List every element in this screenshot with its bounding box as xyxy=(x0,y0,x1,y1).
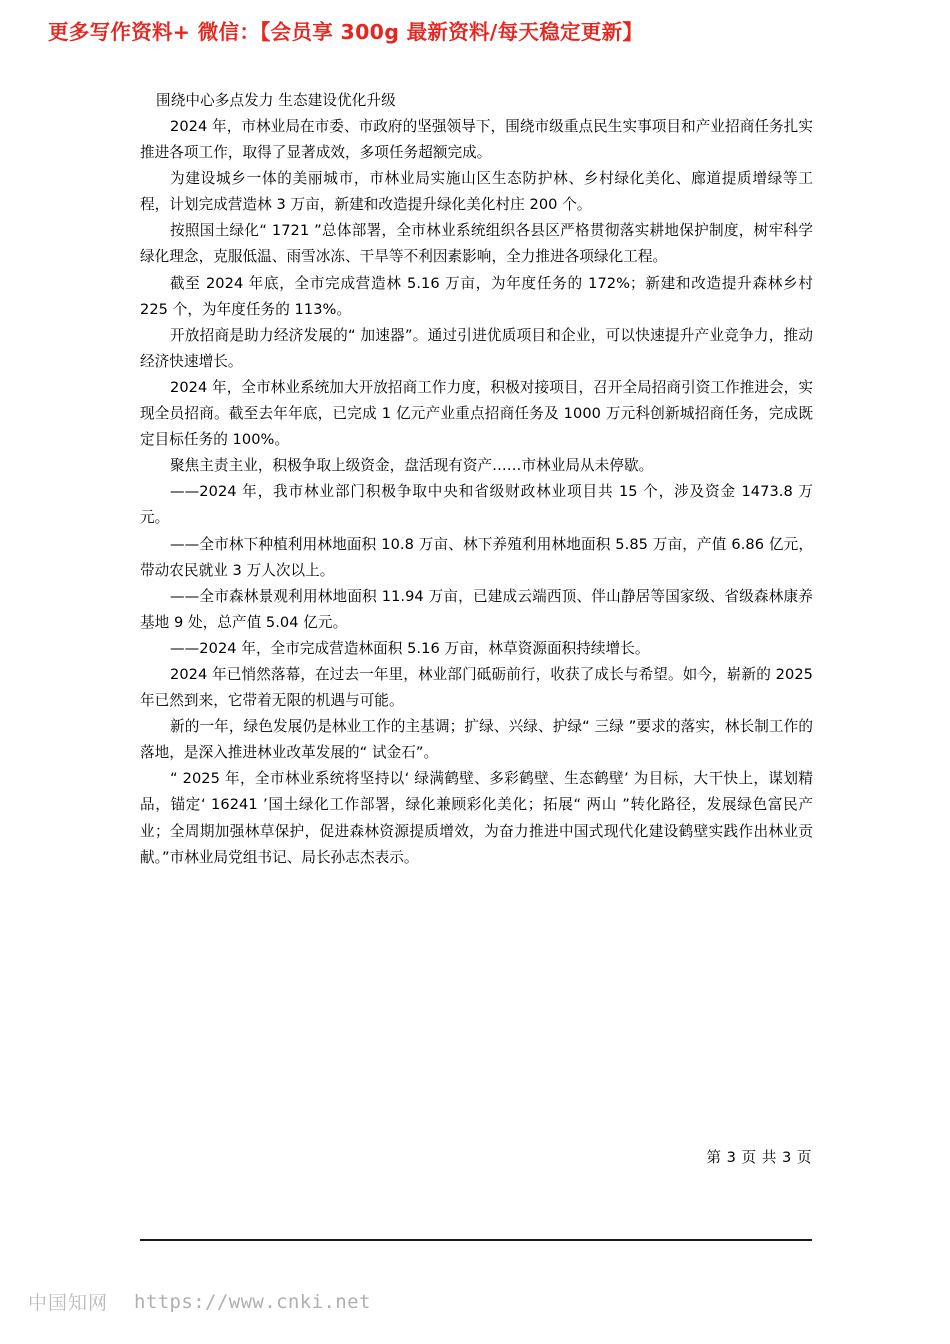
paragraph: 2024 年已悄然落幕，在过去一年里，林业部门砥砺前行，收获了成长与希望。如今，崭新的 2025 年已然到来，它带着无限的机遇与可能。 xyxy=(140,665,813,710)
document-content xyxy=(140,88,813,871)
cnki-url: https://www.cnki.net xyxy=(134,1290,371,1313)
paragraph: 新的一年，绿色发展仍是林业工作的主基调；扩绿、兴绿、护绿“ 三绿 ”要求的落实，林长制工作的落地，是深入推进林业改革发展的“ 试金石”。 xyxy=(140,718,813,762)
document-title: 围绕中心多点发力 生态建设优化升级 xyxy=(156,92,396,109)
paragraph: 聚焦主责主业，积极争取上级资金，盘活现有资产……市林业局从未停歇。 xyxy=(170,457,654,475)
paragraph-dash-item: ——2024 年，全市完成营造林面积 5.16 万亩，林草资源面积持续增长。 xyxy=(170,639,650,657)
paragraph-dash-item: ——2024 年，我市林业部门积极争取中央和省级财政林业项目共 15 个，涉及资金 1473.8 万元。 xyxy=(140,483,813,527)
promo-banner-text: 更多写作资料+ 微信：【会员享 300g 最新资料/每天稳定更新】 xyxy=(48,20,644,44)
cnki-site-name: 中国知网 xyxy=(28,1292,109,1314)
paragraph-dash-item: ——全市林下种植利用林地面积 10.8 万亩、林下养殖利用林地面积 5.85 万亩，产值 6.86 亿元，带动农民就业 3 万人次以上。 xyxy=(140,535,813,579)
paragraph: 开放招商是助力经济发展的“ 加速器”。通过引进优质项目和企业，可以快速提升产业竞争力，推动经济快速增长。 xyxy=(140,326,813,370)
promo-banner xyxy=(48,12,908,48)
page-number: 第 3 页 共 3 页 xyxy=(706,1149,812,1166)
paragraph: 为建设城乡一体的美丽城市，市林业局实施山区生态防护林、乡村绿化美化、廊道提质增绿等工程，计划完成营造林 3 万亩，新建和改造提升绿化美化村庄 200 个。 xyxy=(140,170,813,214)
paragraph: 2024 年，全市林业系统加大开放招商工作力度，积极对接项目，召开全局招商引资工作推进会，实现全员招商。截至去年年底，已完成 1 亿元产业重点招商任务及 1000 万元科创新城招商任务，完成既定目标任务的 100%。 xyxy=(140,378,813,449)
paragraph-quote: “ 2025 年，全市林业系统将坚持以‘ 绿满鹤壁、多彩鹤壁、生态鹤壁’ 为目标，大干快上，谋划精品，锚定‘ 16241 ’国土绿化工作部署，绿化兼顾彩化美化；拓展“ 两山 ”转化路径，发展绿色富民产业；全周期加强林草保护，促进森林资源提质增效，为奋力推进中国式现代化建设鹤壁实践作出林业贡献。”市林业局党组书记、局长孙志杰表示。 xyxy=(140,770,813,866)
cnki-watermark xyxy=(28,1288,371,1315)
paragraph: 2024 年，市林业局在市委、市政府的坚强领导下，围绕市级重点民生实事项目和产业招商任务扎实推进各项工作，取得了显著成效，多项任务超额完成。 xyxy=(140,118,813,162)
paragraph: 按照国土绿化“ 1721 ”总体部署，全市林业系统组织各县区严格贯彻落实耕地保护制度，树牢科学绿化理念，克服低温、雨雪冰冻、干旱等不利因素影响，全力推进各项绿化工程。 xyxy=(140,222,813,266)
paragraph: 截至 2024 年底，全市完成营造林 5.16 万亩，为年度任务的 172%；新建和改造提升森林乡村 225 个，为年度任务的 113%。 xyxy=(140,274,813,318)
footer-divider xyxy=(140,1239,812,1241)
paragraph-dash-item: ——全市森林景观利用林地面积 11.94 万亩，已建成云端西顶、伴山静居等国家级、省级森林康养基地 9 处，总产值 5.04 亿元。 xyxy=(140,587,813,631)
